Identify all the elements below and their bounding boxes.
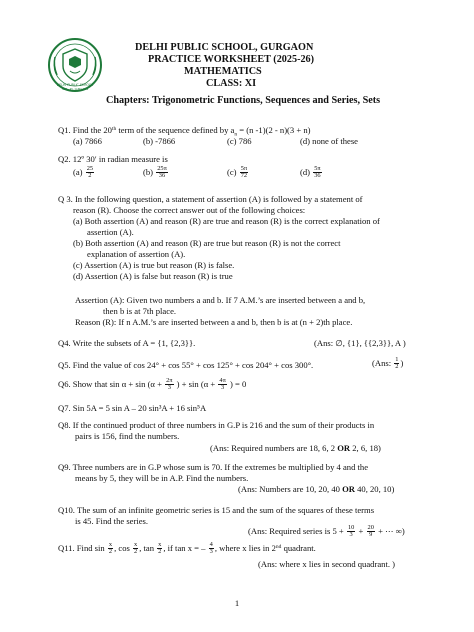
q3-assertion2: then b is at 7th place. — [103, 306, 177, 316]
q10-line2: is 45. Find the series. — [75, 516, 149, 526]
q1-option-d: (d) none of these — [300, 136, 358, 146]
subject-title: MATHEMATICS — [184, 66, 262, 77]
q3-choice-c: (c) Assertion (A) is true but reason (R) is false. — [73, 260, 235, 270]
q1-option-b: (b) -7866 — [143, 136, 176, 146]
q10-answer: (Ans: Required series is 5 + $\frac{10}{3}$ + $\frac{20}{9}$ + ⋯ ∞) — [248, 524, 405, 539]
q9-line2: means by 5, they will be in A.P. Find the numbers. — [75, 473, 249, 483]
q3-line2: reason (R). Choose the correct answer out of the following choices: — [73, 205, 306, 215]
q4-answer: (Ans: ∅, {1}, {{2,3}}, A ) — [314, 338, 406, 348]
q10-line1: Q10. The sum of an infinite geometric series is 15 and the sum of the squares of these terms — [58, 505, 375, 515]
q3-choice-a2: assertion (A). — [87, 227, 134, 237]
class-title: CLASS: XI — [206, 78, 257, 89]
q8-answer: (Ans: Required numbers are 18, 6, 2 OR 2, 6, 18) — [210, 443, 381, 453]
q3-line1: Q 3. In the following question, a statement of assertion (A) is followed by a statement of — [58, 194, 363, 204]
q4-text: Q4. Write the subsets of A = {1, {2,3}}. — [58, 338, 196, 348]
q11-text: Q11. Find sin $\frac{x}{2}$ , cos $\frac{x}{2}$ , tan $\frac{x}{2}$ , if tan x = – $\frac{4}{3}$ , where x lies in 2nd quadrant. — [58, 541, 316, 556]
q3-choice-b2: explanation of assertion (A). — [87, 249, 186, 259]
logo-text-bottom: SEC - 45, GURGAON — [61, 88, 89, 91]
q2-option-d: (d) $\frac{5\pi}{36}$ — [300, 165, 321, 180]
logo-text-top: DELHI PUBLIC SCHOOL — [56, 83, 94, 87]
q11-answer: (Ans: where x lies in second quadrant. ) — [258, 559, 395, 569]
q1-text: Q1. Find the 20th term of the sequence defined by $a_n = (n$ -1)(2 - n)(3 + n) — [58, 125, 311, 138]
q3-choice-a1: (a) Both assertion (A) and reason (R) are true and reason (R) is the correct explanation of — [73, 216, 380, 226]
q3-assertion1: Assertion (A): Given two numbers a and b. If 7 A.M.’s are inserted between a and b, — [75, 295, 366, 305]
q6-text: Q6. Show that sin α + sin (α + $\frac{2\pi}{3}$ ) + sin (α + $\frac{4\pi}{3}$ ) = 0 — [58, 377, 247, 392]
q2-option-a: (a) $\frac{25}{2}$ — [73, 165, 94, 180]
q1-option-a: (a) 7866 — [73, 136, 102, 146]
worksheet-title: PRACTICE WORKSHEET (2025-26) — [148, 54, 315, 65]
q1-option-c: (c) 786 — [227, 136, 252, 146]
page-number: 1 — [234, 598, 240, 608]
school-name: DELHI PUBLIC SCHOOL, GURGAON — [135, 42, 314, 53]
q2-option-c: (c) $\frac{5\pi}{72}$ — [227, 165, 248, 180]
q7-text: Q7. Sin 5A = 5 sin A – 20 sin³A + 16 sin⁵A — [58, 403, 207, 413]
q8-line1: Q8. If the continued product of three numbers in G.P is 216 and the sum of their products in — [58, 420, 375, 430]
q2-option-b: (b) $\frac{25\pi}{36}$ — [143, 165, 167, 180]
chapters-title: Chapters: Trigonometric Functions, Sequences and Series, Sets — [106, 95, 381, 106]
q2-text: Q2. 12º 30′ in radian measure is — [58, 154, 168, 164]
q9-line1: Q9. Three numbers are in G.P whose sum is 70. If the extremes be multiplied by 4 and the — [58, 462, 369, 472]
school-logo — [47, 37, 103, 93]
q9-answer: (Ans: Numbers are 10, 20, 40 OR 40, 20, 10) — [238, 484, 395, 494]
q3-reason: Reason (R): If n A.M.’s are inserted between a and b, then b is at (n + 2)th place. — [75, 317, 353, 327]
q3-choice-d: (d) Assertion (A) is false but reason (R) is true — [73, 271, 233, 281]
q8-line2: pairs is 156, find the numbers. — [75, 431, 180, 441]
q3-choice-b1: (b) Both assertion (A) and reason (R) are true but reason (R) is not the correct — [73, 238, 341, 248]
q5-answer: (Ans: $\frac{1}{2}$ ) — [372, 356, 404, 371]
q5-text: Q5. Find the value of cos 24° + cos 55° + cos 125° + cos 204° + cos 300°. — [58, 360, 314, 370]
